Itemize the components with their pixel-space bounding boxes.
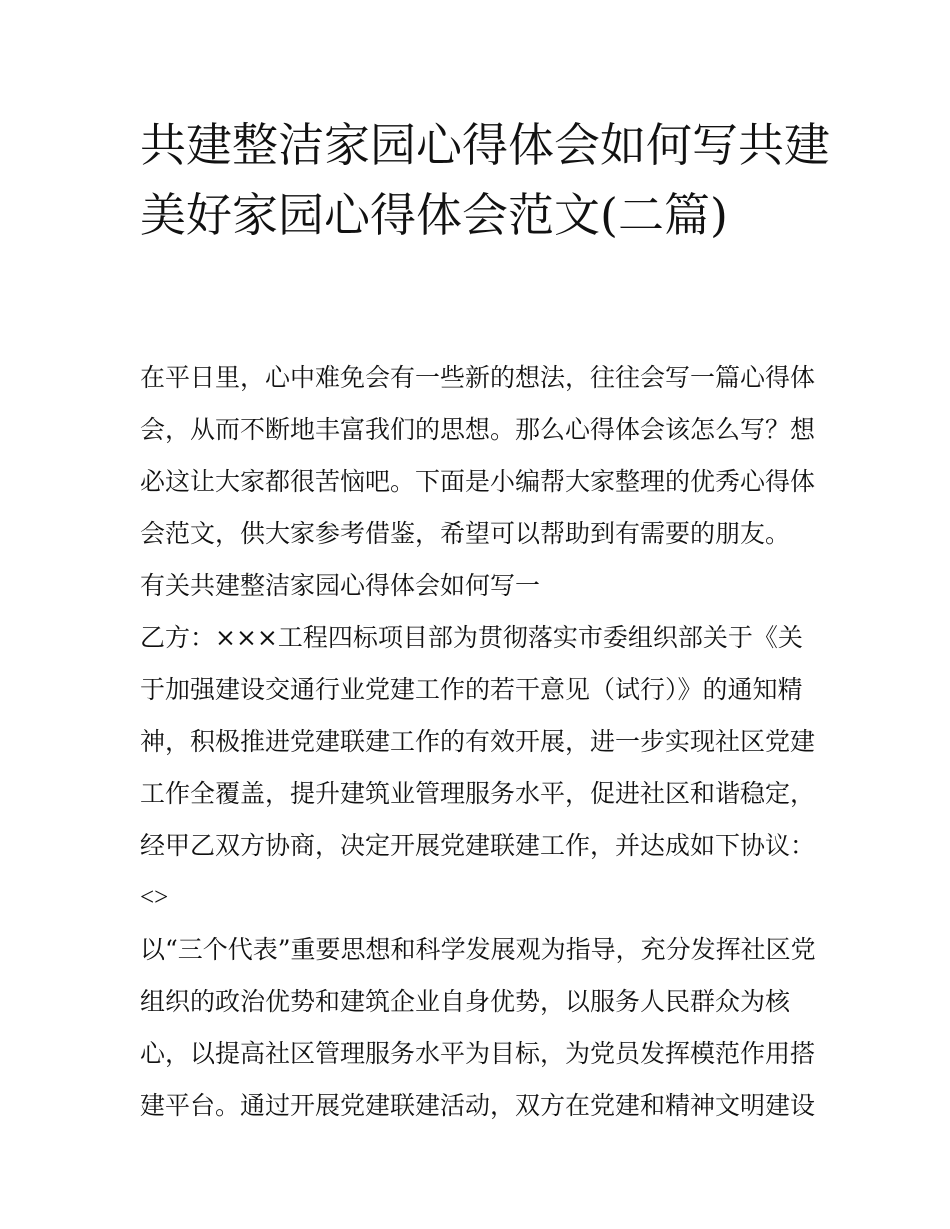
- document-title: 共建整洁家园心得体会如何写共建美好家园心得体会范文(二篇): [140, 118, 830, 242]
- agreement-paragraph: 乙方：×××工程四标项目部为贯彻落实市委组织部关于《关于加强建设交通行业党建工作的若干意见（试行）》的通知精神，积极推进党建联建工作的有效开展，进一步实现社区党建工作全覆盖，提升建筑业管理服务水平，促进社区和谐稳定，经甲乙双方协商，决定开展党建联建工作，并达成如下协议：: [140, 623, 816, 860]
- section-heading: 有关共建整洁家园心得体会如何写一: [140, 571, 541, 600]
- placeholder-marker: <>: [140, 884, 169, 911]
- document-body: [140, 352, 820, 1132]
- guidance-paragraph: 以“三个代表”重要思想和科学发展观为指导，充分发挥社区党组织的政治优势和建筑企业自身优势，以服务人民群众为核心，以提高社区管理服务水平为目标，为党员发挥模范作用搭建平台。通过开展党建联建活动，双方在党建和精神文明建设: [140, 935, 816, 1120]
- intro-paragraph: 在平日里，心中难免会有一些新的想法，往往会写一篇心得体会，从而不断地丰富我们的思想。那么心得体会该怎么写？想必这让大家都很苦恼吧。下面是小编帮大家整理的优秀心得体会范文，供大家参考借鉴，希望可以帮助到有需要的朋友。: [140, 363, 816, 548]
